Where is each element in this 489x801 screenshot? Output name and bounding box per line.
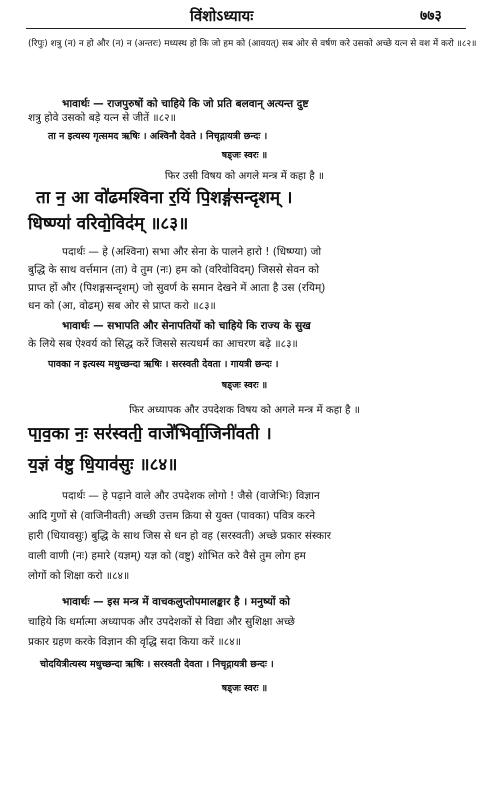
mantra-line: धिष्ण्या॑ वरिवो॒विद॑म् ॥८३॥ xyxy=(28,214,189,234)
padartha-line: लोगों को शिक्षा करो ॥८४॥ xyxy=(28,570,130,582)
intro-line: फिर उसी विषय को अगले मन्त्र में कहा है ॥ xyxy=(164,170,325,182)
header-rule xyxy=(26,28,466,29)
chapter-title: विंशोऽध्यायः xyxy=(190,7,254,25)
padartha-line: धन को (आ, वोढम्) सब ओर से प्राप्त करो ॥८३॥ xyxy=(28,300,216,312)
rishi-line: पावका न इत्यस्य मधुच्छन्दा ऋषिः । सरस्वती देवता । गायत्री छन्दः । xyxy=(48,359,279,370)
padartha-line: आदि गुणों से (वाजिनीवती) अच्छी उत्तम क्रिया से युक्त (पावका) पवित्र करने xyxy=(28,510,316,522)
bhavartha-line: भावार्थः — इस मन्त्र में वाचकलुप्तोपमालङ्कार है । मनुष्यों को xyxy=(62,596,290,608)
svara-line: षड्जः स्वरः ॥ xyxy=(221,683,268,694)
padartha-line: पदार्थः — हे (अश्विना) सभा और सेना के पालने हारो ! (धिष्ण्या) जो xyxy=(62,246,322,258)
mantra-line: ता न॒ आ वो॑ढमश्विना र॒यिं पि॒शङ्ग॑सन्दृशम् । xyxy=(36,188,293,208)
padartha-line: वाली वाणी (नः) हमारे (यज्ञम्) यज्ञ को (वष्टु) शोभित करे वैसे तुम लोग हम xyxy=(28,550,306,562)
text-line: (रिपुः) शत्रु (न) न हो और (न) न (अन्तरः) मध्यस्थ हो कि जो हम को (आवयत्) सब ओर से वर्षण करे उसको अच्छे यत्न से वश में करो ॥८२॥ xyxy=(28,39,477,49)
bhavartha-line: के लिये सब ऐश्वर्य को सिद्ध करें जिससे सत्यधर्म का आचरण बढ़े ॥८३॥ xyxy=(28,338,298,350)
svara-line: षड्जः स्वरः ॥ xyxy=(221,380,268,391)
mantra-line: य॒ज्ञं व॑ष्टु धि॒याव॑सुः ॥८४॥ xyxy=(28,455,178,475)
bhavartha-line: प्रकार ग्रहण करके विज्ञान की वृद्धि सदा किया करें ॥८४॥ xyxy=(28,636,242,648)
padartha-line: हारी (धियावसुः) बुद्धि के साथ जिस से धन हो वह (सरस्वती) अच्छे प्रकार संस्कार xyxy=(28,530,332,542)
padartha-line: बुद्धि के साथ वर्त्तमान (ता) वे तुम (नः) हम को (वरिवोविदम्) जिससे सेवन को xyxy=(28,264,320,276)
rishi-line: ता न इत्यस्य गृत्समद ऋषिः । अश्विनौ देवते । निचृद्गायत्री छन्दः । xyxy=(48,131,268,142)
svara-line: षड्जः स्वरः ॥ xyxy=(221,150,268,161)
rishi-line: चोदयित्रीत्यस्य मधुच्छन्दा ऋषिः । सरस्वती देवता । निचृद्गायत्री छन्दः । xyxy=(40,659,274,670)
padartha-line: पदार्थः — हे पढ़ाने वाले और उपदेशक लोगो ! जैसे (वाजेभिः) विज्ञान xyxy=(62,490,320,502)
bhavartha-line: भावार्थः — सभापति और सेनापतियों को चाहिये कि राज्य के सुख xyxy=(62,320,311,332)
bhavartha-line: चाहिये कि धर्मात्मा अध्यापक और उपदेशकों से विद्या और सुशिक्षा अच्छे xyxy=(28,616,295,628)
text-line: शत्रु होवे उसको बड़े यत्न से जीतें ॥८२॥ xyxy=(28,112,176,124)
padartha-line: प्राप्त हों और (पिशङ्गसन्दृशम्) जो सुवर्ण के समान देखने में आता है उस (रयिम्) xyxy=(28,282,326,294)
mantra-line: पा॒व॒का नः॒ सर॑स्वती॒ वाजे॑भिर्वा॒जिनी॑वती । xyxy=(28,424,272,444)
intro-line: फिर अध्यापक और उपदेशक विषय को अगले मन्त्र में कहा है ॥ xyxy=(129,404,360,416)
page-number: ७७३ xyxy=(420,8,442,24)
bhavartha-line: भावार्थः — राजपुरुषों को चाहिये कि जो प्रति बलवान् अत्यन्त दुष्ट xyxy=(62,98,309,110)
